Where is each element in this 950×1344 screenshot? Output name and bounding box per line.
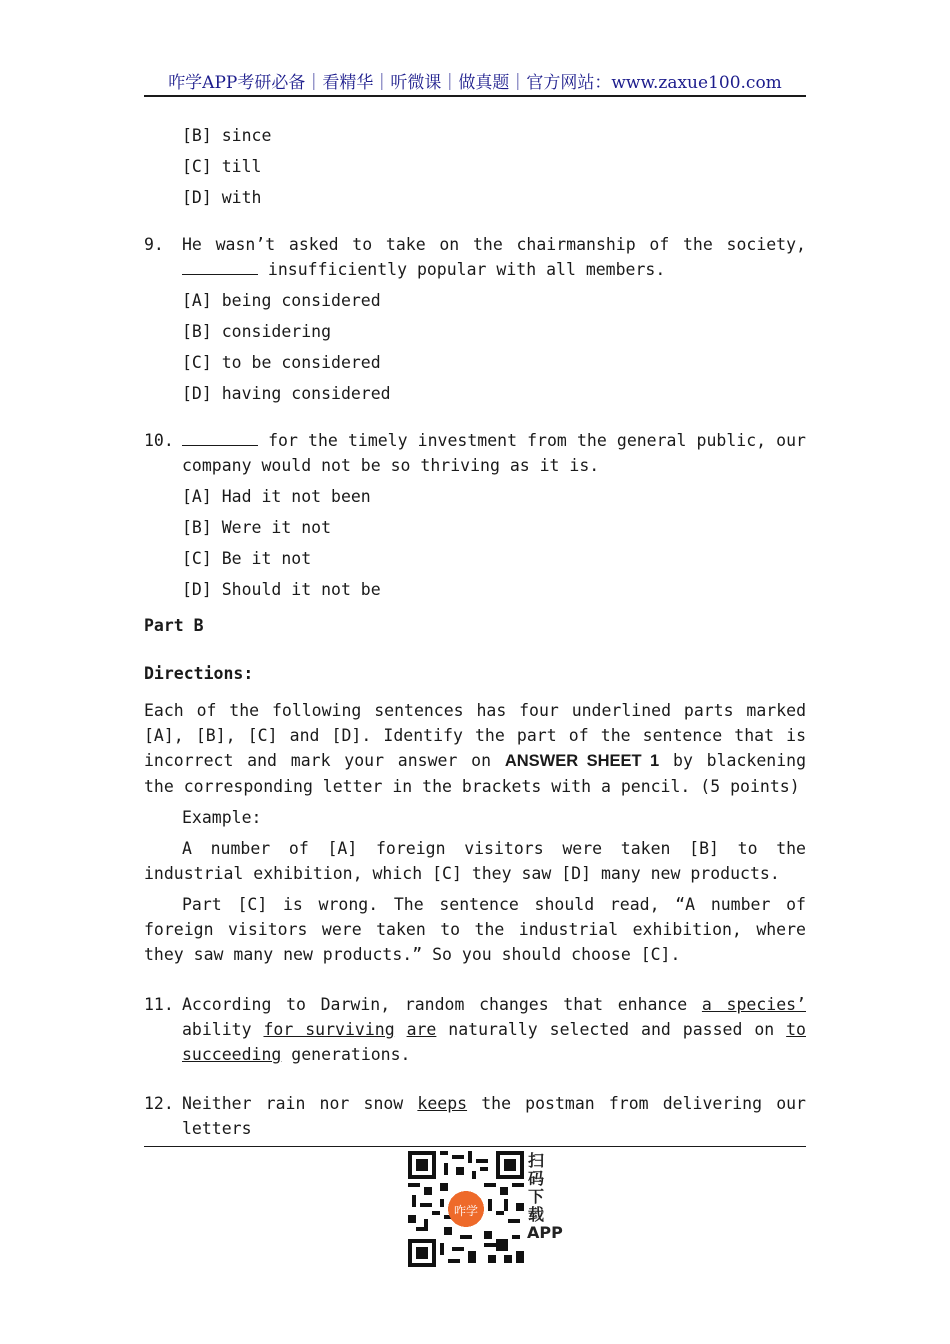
question-line bbox=[182, 428, 806, 453]
underlined-part-b: for surviving bbox=[263, 1020, 395, 1039]
q9-option-a: [A] being considered bbox=[182, 291, 381, 310]
answer-blank bbox=[182, 431, 258, 446]
question-text-part: the postman from delivering our letters bbox=[182, 1094, 806, 1138]
svg-text:咋学: 咋学 bbox=[453, 1204, 479, 1218]
q8-option-b: [B] since bbox=[182, 126, 272, 145]
question-text bbox=[182, 428, 806, 478]
footer-divider bbox=[144, 1146, 806, 1147]
underlined-part-c: are bbox=[406, 1020, 437, 1039]
question-line: company would not be so thriving as it is. bbox=[182, 456, 600, 475]
q9-option-c: [C] to be considered bbox=[182, 353, 381, 372]
q9-option-b: [B] considering bbox=[182, 322, 332, 341]
qr-code-icon[interactable] bbox=[408, 1151, 524, 1267]
page-header: 咋学APP考研必备｜看精华｜听微课｜做真题｜官方网站：www.zaxue100.com bbox=[144, 68, 806, 97]
question-text-part: ability bbox=[182, 1020, 264, 1039]
q8-option-c: [C] till bbox=[182, 157, 262, 176]
question-text bbox=[182, 1091, 806, 1141]
directions-label: Directions: bbox=[144, 664, 254, 683]
section-title: Part B bbox=[144, 616, 204, 635]
question-number: 12. bbox=[144, 1094, 174, 1113]
question-text-part: According to Darwin, random changes that enhance bbox=[182, 995, 702, 1014]
qr-download-label: 扫码下载APP bbox=[527, 1151, 563, 1242]
q8-option-d: [D] with bbox=[182, 188, 262, 207]
answer-sheet-label: ANSWER SHEET 1 bbox=[504, 752, 660, 770]
underlined-part-d: to succeeding bbox=[182, 1020, 806, 1064]
q10-option-d: [D] Should it not be bbox=[182, 580, 381, 599]
q9-option-d: [D] having considered bbox=[182, 384, 391, 403]
question-text bbox=[182, 232, 806, 282]
question-12 bbox=[144, 1091, 806, 1141]
question-line: He wasn’t asked to take on the chairmanship of the society, bbox=[182, 235, 806, 254]
page-body bbox=[144, 120, 806, 1141]
underlined-part-a: a species’ bbox=[701, 995, 806, 1014]
example-sentence: A number of [A] foreign visitors were taken [B] to the industrial exhibition, which [C] they saw [D] many new products. bbox=[144, 839, 806, 883]
answer-blank bbox=[182, 260, 258, 275]
question-11 bbox=[144, 992, 806, 1067]
question-line-text: insufficiently popular with all members. bbox=[258, 260, 666, 279]
question-line-text: for the timely investment from the general public, our bbox=[258, 431, 806, 450]
question-line bbox=[182, 257, 806, 282]
question-9 bbox=[144, 232, 806, 282]
question-number: 9. bbox=[144, 235, 164, 254]
directions-text-part: by blackening the corresponding letter in the brackets with a pencil. (5 points) bbox=[144, 751, 807, 796]
question-text bbox=[182, 992, 806, 1067]
question-text-part: generations. bbox=[281, 1045, 411, 1064]
example-explanation: Part [C] is wrong. The sentence should read, “A number of foreign visitors were taken to the industrial exhibition, where they saw many new products.” So you should choose [C]. bbox=[144, 895, 806, 964]
question-number: 10. bbox=[144, 431, 174, 450]
directions-text-part: Each of the following sentences has four underlined parts marked [A], [B], [C] and [D]. Identify the part of the sentence that is incorrect and mark your answer on bbox=[144, 701, 806, 770]
example-label: Example: bbox=[182, 808, 262, 827]
q10-option-a: [A] Had it not been bbox=[182, 487, 371, 506]
question-text-part: Neither rain nor snow bbox=[182, 1094, 418, 1113]
question-text-part: naturally selected and passed on bbox=[436, 1020, 787, 1039]
q10-option-b: [B] Were it not bbox=[182, 518, 332, 537]
question-10 bbox=[144, 428, 806, 478]
q10-option-c: [C] Be it not bbox=[182, 549, 312, 568]
directions-text bbox=[144, 698, 806, 799]
question-text-part bbox=[395, 1020, 407, 1039]
question-number: 11. bbox=[144, 995, 174, 1014]
underlined-part-a: keeps bbox=[417, 1094, 468, 1113]
